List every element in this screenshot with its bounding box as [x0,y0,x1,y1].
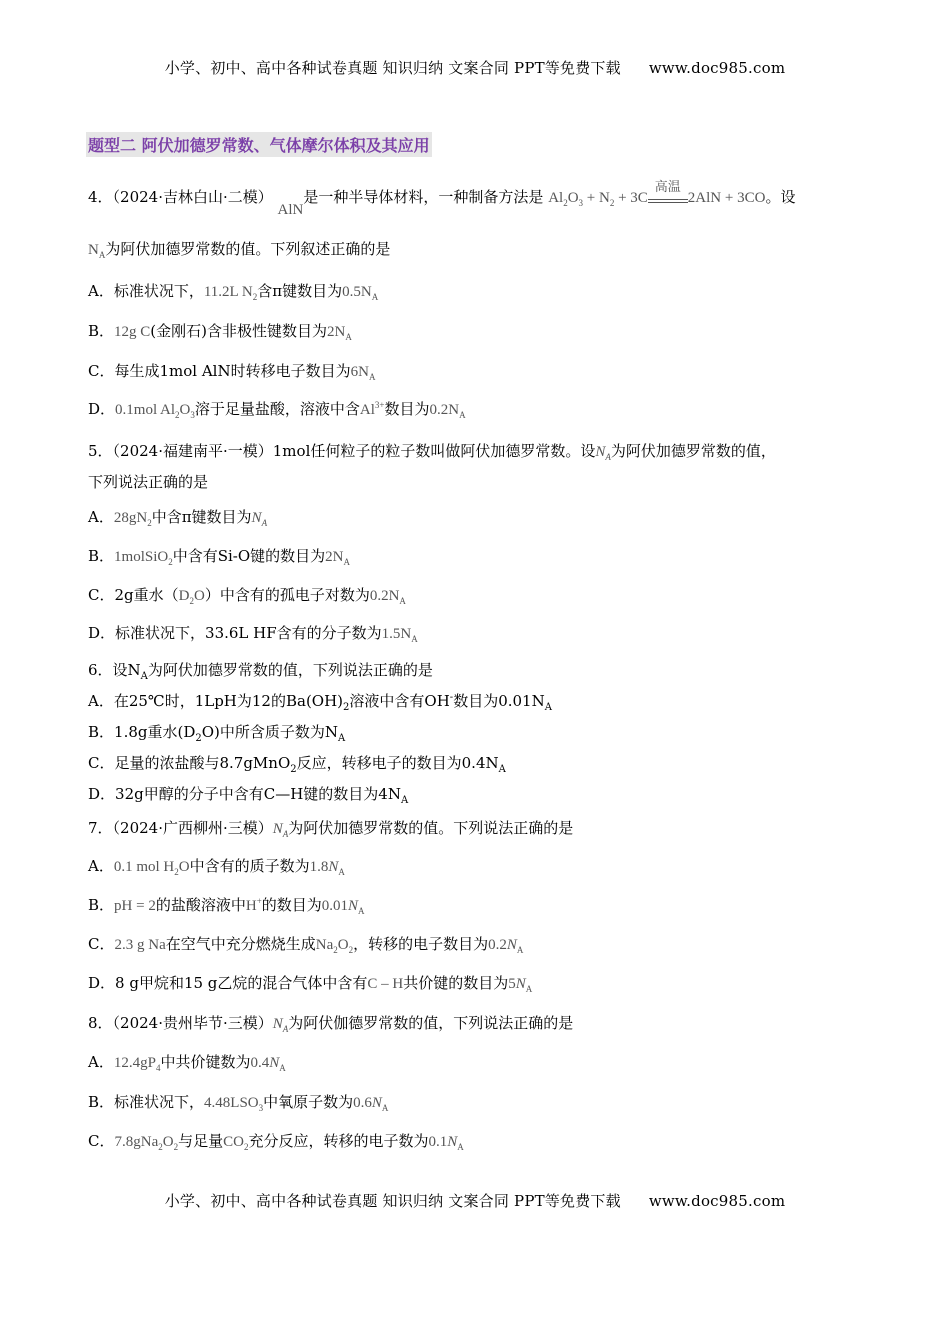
header-url[interactable]: www.doc985.com [648,59,786,77]
q6-option-d[interactable]: D．32g甲醇的分子中含有C—H键的数目为$4N_A$ [88,785,409,806]
q7-option-b[interactable]: B．pH = 2的盐酸溶液中H+的数目为$0.01N_A$ [88,896,365,916]
q5-stem-line2: 下列说法正确的是 [88,473,209,491]
q4-option-a[interactable]: A．标准状况下，11.2L $N_2$含π键数目为$0.5N_A$ [88,282,379,302]
q8-stem: 8．（2024·贵州毕节·三模）$N_A$为阿伏伽德罗常数的值，下列说法正确的是 [88,1014,574,1034]
q5-option-a[interactable]: A．$28gN_2$中含π键数目为$N_A$ [88,508,268,528]
section-title: 题型二 阿伏加德罗常数、气体摩尔体积及其应用 [86,132,432,157]
q5-stem-line1: 5．（2024·福建南平·一模）1mol任何粒子的粒子数叫做阿伏加德罗常数。设$N_A$为阿伏加德罗常数的值， [88,442,776,462]
q7-stem: 7．（2024·广西柳州·三模）$N_A$为阿伏加德罗常数的值。下列说法正确的是 [88,819,574,839]
q5-option-c[interactable]: C．2g重水$(D_2O)$中含有的孤电子对数为$0.2N_A$ [88,586,406,606]
reaction-arrow: 高温 [648,193,688,203]
q8-option-a[interactable]: A．$12.4gP_4$中共价键数为$0.4N_A$ [88,1053,286,1073]
q4-option-c[interactable]: C．每生成1mol AlN时转移电子数目为$6N_A$ [88,362,376,382]
q6-option-c[interactable]: C．足量的浓盐酸与8.7gMnO$_2$反应，转移电子的数目为$0.4N_A$ [88,754,506,775]
q8-option-b[interactable]: B．标准状况下，$4.48LSO_3$中氧原子数为$0.6N_A$ [88,1093,389,1113]
page-footer: 小学、初中、高中各种试卷真题 知识归纳 文案合同 PPT等免费下载 www.doc985.com [164,1192,786,1210]
page-header: 小学、初中、高中各种试卷真题 知识归纳 文案合同 PPT等免费下载 www.doc985.com [164,59,786,77]
q5-option-b[interactable]: B．1molSiO$_2$中含有Si-O键的数目为$2N_A$ [88,547,351,567]
q8-option-c[interactable]: C．$7.8gNa_2O_2$与足量$CO_2$充分反应，转移的电子数为$0.1N_A$ [88,1132,464,1152]
q6-stem: 6．设$N_A$为阿伏加德罗常数的值，下列说法正确的是 [88,661,433,682]
q4-option-d[interactable]: D．0.1mol $Al_2O_3$溶于足量盐酸，溶液中含$Al^{3+}$数目为$0.2N_A$ [88,400,466,420]
footer-url[interactable]: www.doc985.com [648,1192,786,1210]
q5-option-d[interactable]: D．标准状况下，33.6L HF含有的分子数为$1.5N_A$ [88,624,418,644]
q7-option-a[interactable]: A．0.1 mol $H_2O$中含有的质子数为$1.8N_A$ [88,857,345,877]
q7-option-c[interactable]: C．2.3 g Na在空气中充分燃烧生成$Na_2O_2$，转移的电子数目为$0.2N_A$ [88,935,524,955]
q4-stem-line2: $N_A$为阿伏加德罗常数的值。下列叙述正确的是 [88,240,391,260]
q4-stem-line1: 4．（2024·吉林白山·二模） AlN是一种半导体材料，一种制备方法是 $Al_2O_3 + N_2 + 3C$ 高温 2AlN + 3CO。设 [88,180,796,218]
q7-option-d[interactable]: D．8 g甲烷和15 g乙烷的混合气体中含有C – H共价键的数目为$5N_A$ [88,974,533,994]
q6-option-b[interactable]: B．1.8g重水$(D_2O)$中所含质子数为$N_A$ [88,723,346,744]
q4-option-b[interactable]: B．12g C(金刚石)含非极性键数目为$2N_A$ [88,322,352,342]
q6-option-a[interactable]: A．在25℃时，1LpH为12的$Ba(OH)_2$溶液中含有OH-数目为$0.01N_A$ [88,692,552,713]
